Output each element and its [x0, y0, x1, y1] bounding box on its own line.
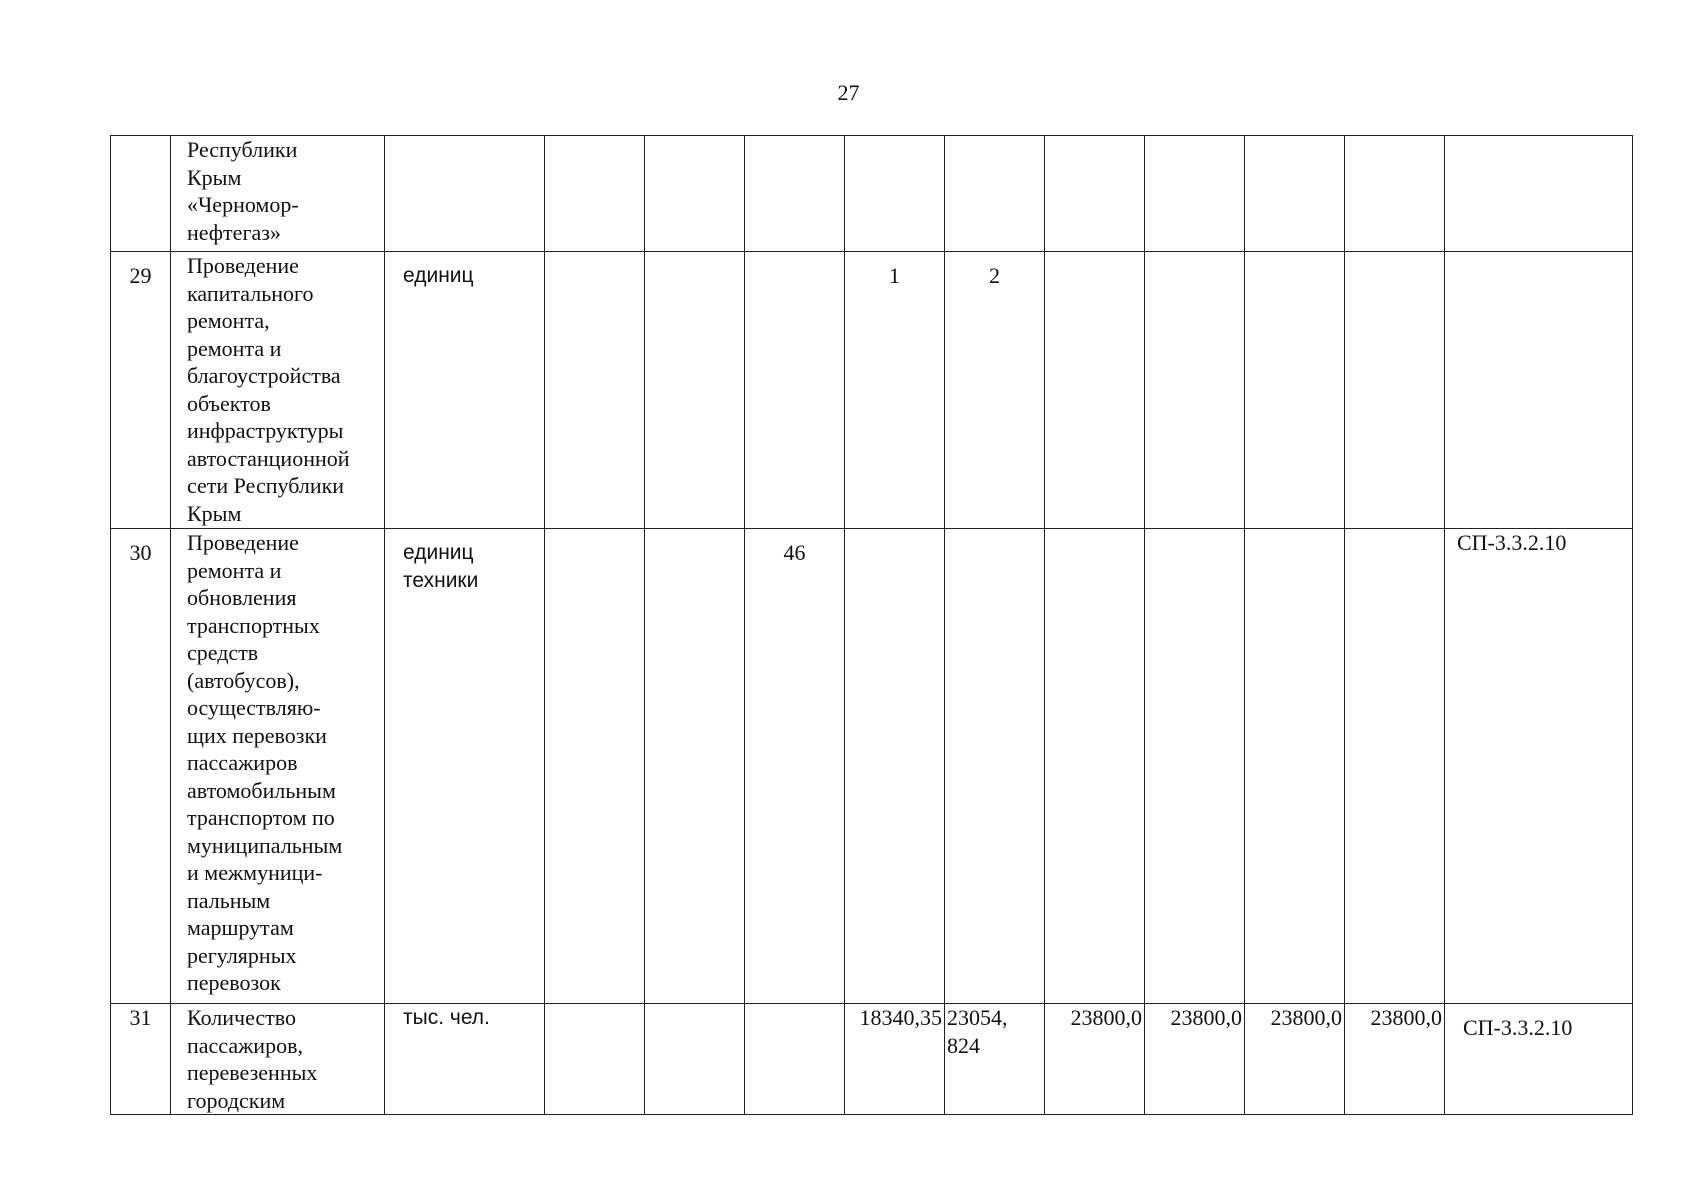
page-number: 27: [837, 80, 860, 105]
unit-cell: [385, 252, 545, 529]
name-line: средств: [187, 640, 259, 665]
name-line: транспортных: [187, 612, 320, 638]
reference-cell: СП-3.3.2.10: [1445, 529, 1633, 1004]
name-line: нефтегаз»: [187, 219, 281, 245]
value-line: 23800,0: [1070, 1005, 1142, 1030]
indicator-name-cell: [171, 252, 385, 529]
name-line: обновления: [187, 585, 297, 610]
unit-cell: [385, 136, 545, 252]
value-cell: [1245, 529, 1345, 1004]
value-line: 23800,0: [1370, 1005, 1442, 1030]
row-number-cell: 31: [111, 1004, 171, 1115]
value-cell: [1345, 136, 1445, 252]
value-line: 23800,0: [1170, 1005, 1242, 1030]
value-cell: [1145, 529, 1245, 1004]
value-cell: [645, 136, 745, 252]
row-number-cell: [111, 136, 171, 252]
value-line: 23054,: [947, 1005, 1008, 1030]
value-cell: 46: [745, 529, 845, 1004]
name-line: Крым: [187, 500, 242, 526]
value-cell: [1245, 1004, 1345, 1115]
name-line: объектов: [187, 390, 271, 416]
value-cell: [845, 136, 945, 252]
row-number-cell: 29: [111, 252, 171, 529]
name-line: осуществляю-: [187, 695, 321, 720]
value-cell: [1145, 136, 1245, 252]
name-line: автостанционной: [187, 445, 350, 471]
value-cell: [845, 1004, 945, 1115]
name-line: благоустройства: [187, 363, 341, 388]
value-line: 824: [947, 1032, 980, 1058]
name-line: щих перевозки: [187, 722, 327, 748]
value-cell: 1: [845, 252, 945, 529]
value-cell: [1145, 252, 1245, 529]
table-row: [111, 136, 1633, 252]
name-line: ремонта и: [187, 335, 282, 361]
table-row: [111, 1004, 1633, 1115]
value-cell: [1345, 1004, 1445, 1115]
name-line: перевозок: [187, 970, 281, 995]
indicator-name-cell: [171, 529, 385, 1004]
table-row: [111, 252, 1633, 529]
unit-line: единиц: [403, 264, 474, 287]
value-cell: [845, 529, 945, 1004]
value-cell: [1045, 1004, 1145, 1115]
value-cell: [745, 1004, 845, 1115]
name-line: регулярных: [187, 942, 297, 968]
name-line: автомобильным: [187, 777, 336, 803]
value-cell: [1245, 136, 1345, 252]
indicator-name-cell: [171, 136, 385, 252]
name-line: Крым: [187, 164, 242, 190]
name-line: городским: [187, 1087, 286, 1113]
value-cell: 2: [945, 252, 1045, 529]
name-line: Проведение: [187, 530, 299, 555]
value-cell: [745, 136, 845, 252]
reference-cell: СП-3.3.2.10: [1445, 1004, 1633, 1115]
name-line: пальным: [187, 887, 271, 913]
unit-line: тыс. чел.: [403, 1006, 490, 1029]
value-cell: [745, 252, 845, 529]
value-cell: [645, 252, 745, 529]
name-line: пассажиров,: [187, 1032, 303, 1058]
name-line: ремонта и: [187, 557, 282, 583]
value-cell: [545, 1004, 645, 1115]
value-cell: [1345, 252, 1445, 529]
name-line: Республики: [187, 137, 298, 162]
value-cell: [945, 1004, 1045, 1115]
value-cell: [645, 529, 745, 1004]
reference-cell: [1445, 252, 1633, 529]
name-line: транспортом по: [187, 805, 335, 830]
name-line: пассажиров: [187, 750, 298, 775]
name-line: «Черномор-: [187, 192, 299, 217]
value-cell: [1045, 529, 1145, 1004]
document-table: [110, 135, 1633, 1115]
row-number-cell: 30: [111, 529, 171, 1004]
name-line: капитального: [187, 280, 314, 306]
name-line: Количество: [187, 1005, 297, 1030]
value-line: 23800,0: [1270, 1005, 1342, 1030]
reference-cell: [1445, 136, 1633, 252]
unit-line: техники: [403, 568, 479, 592]
name-line: и межмуници-: [187, 860, 323, 885]
value-cell: [545, 136, 645, 252]
unit-line: единиц: [403, 541, 474, 564]
value-line: 18340,35: [859, 1005, 942, 1030]
value-cell: [545, 529, 645, 1004]
value-cell: [1345, 529, 1445, 1004]
name-line: сети Республики: [187, 473, 345, 498]
name-line: (автобусов),: [187, 667, 300, 693]
name-line: Проведение: [187, 253, 299, 278]
unit-cell: [385, 529, 545, 1004]
name-line: муниципальным: [187, 832, 343, 858]
value-cell: [1145, 1004, 1245, 1115]
name-line: ремонта,: [187, 308, 270, 333]
unit-cell: [385, 1004, 545, 1115]
value-cell: [1045, 252, 1145, 529]
indicator-name-cell: [171, 1004, 385, 1115]
value-cell: [945, 136, 1045, 252]
name-line: перевезенных: [187, 1060, 318, 1085]
value-cell: [1045, 136, 1145, 252]
value-cell: [645, 1004, 745, 1115]
value-cell: [1245, 252, 1345, 529]
name-line: маршрутам: [187, 915, 294, 940]
name-line: инфраструктуры: [187, 418, 344, 443]
table-row: [111, 529, 1633, 1004]
value-cell: [945, 529, 1045, 1004]
value-cell: [545, 252, 645, 529]
